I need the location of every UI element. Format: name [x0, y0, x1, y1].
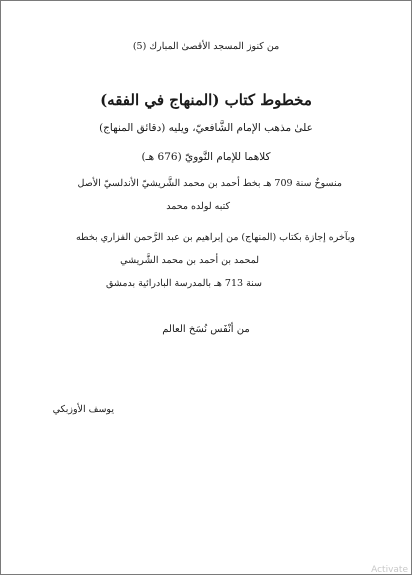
document-title: مخطوط كتاب (المنهاج في الفقه) — [100, 91, 312, 109]
body-line-copy-info: منسوخٌ سنة 709 هـ بخط أحمد بن محمد الشَّريشيّ الأندلسيّ الأصل — [77, 178, 342, 189]
author-name: يوسف الأوزبكي — [52, 404, 114, 415]
body-line-date-place: سنة 713 هـ بالمدرسة البادرائية بدمشق — [106, 278, 262, 289]
body-line-recipient: لمحمد بن أحمد بن محمد الشَّريشي — [120, 255, 259, 266]
subtitle-author: كلاهما للإمام النَّوويّ (676 هـ) — [141, 151, 271, 163]
motto-line: من أنْفَس نُسَخ العالم — [162, 324, 250, 335]
series-line: من كنوز المسجد الأقصىٰ المبارك (5) — [132, 41, 280, 52]
document-page — [1, 1, 411, 574]
activation-watermark: Activate — [371, 565, 408, 575]
subtitle-madhhab: علىٰ مذهب الإمام الشَّافعيّ، ويليه (دقائق المنهاج) — [99, 122, 313, 134]
body-line-ijaza: وبآخره إجازة بكتاب (المنهاج) من إبراهيم بن عبد الرَّحمن الفزاري بخطه — [75, 232, 355, 243]
body-line-for-son: كتبه لولده محمد — [166, 201, 230, 212]
